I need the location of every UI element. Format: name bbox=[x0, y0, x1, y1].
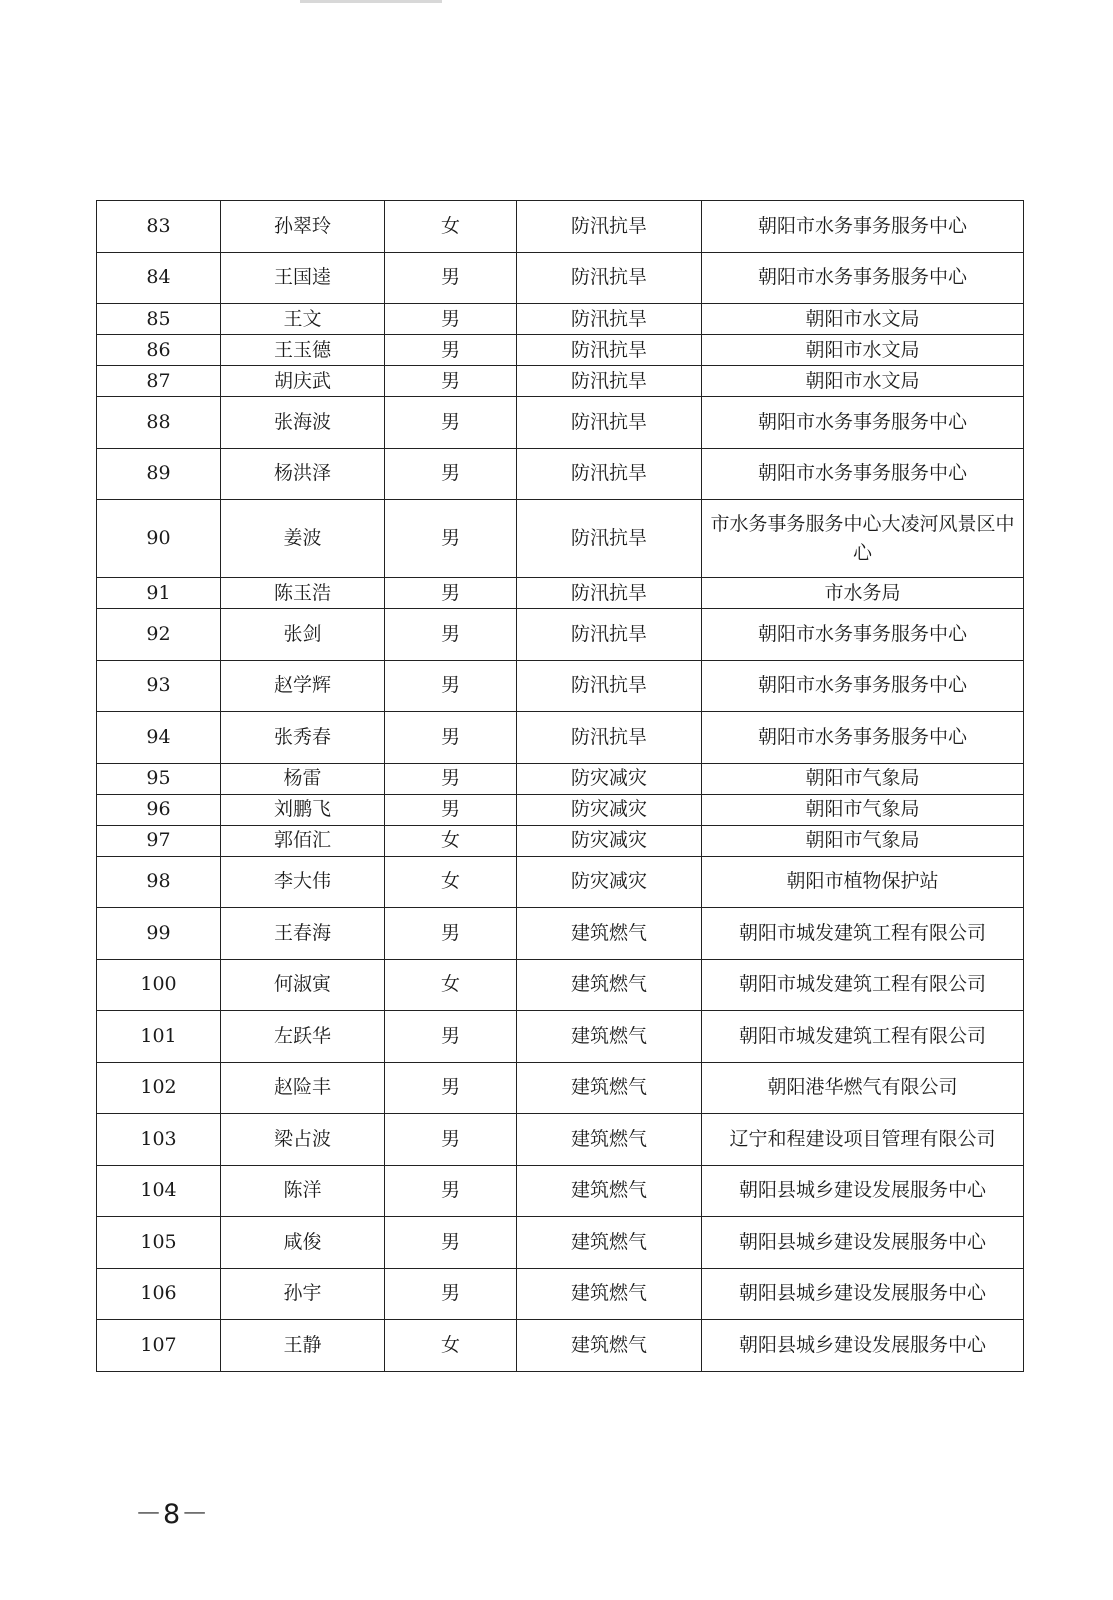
table-row bbox=[97, 1011, 1024, 1063]
cell-name: 咸俊 bbox=[221, 1217, 385, 1269]
table-row bbox=[97, 500, 1024, 578]
cell-field: 防汛抗旱 bbox=[517, 201, 702, 253]
cell-organization: 朝阳市水文局 bbox=[702, 304, 1024, 335]
roster-table bbox=[96, 200, 1024, 1372]
cell-name: 王玉德 bbox=[221, 335, 385, 366]
scan-top-mark bbox=[300, 0, 442, 3]
cell-gender: 男 bbox=[385, 335, 517, 366]
cell-gender: 男 bbox=[385, 1165, 517, 1217]
cell-organization: 市水务事务服务中心大凌河风景区中心 bbox=[702, 500, 1024, 578]
cell-number: 87 bbox=[97, 366, 221, 397]
cell-field: 建筑燃气 bbox=[517, 1011, 702, 1063]
cell-gender: 男 bbox=[385, 1114, 517, 1166]
cell-name: 陈洋 bbox=[221, 1165, 385, 1217]
cell-gender: 男 bbox=[385, 1062, 517, 1114]
cell-name: 刘鹏飞 bbox=[221, 794, 385, 825]
cell-organization: 朝阳市水务事务服务中心 bbox=[702, 448, 1024, 500]
table-row bbox=[97, 908, 1024, 960]
cell-gender: 男 bbox=[385, 500, 517, 578]
table-row bbox=[97, 252, 1024, 304]
cell-name: 王文 bbox=[221, 304, 385, 335]
cell-name: 孙翠玲 bbox=[221, 201, 385, 253]
cell-organization: 朝阳港华燃气有限公司 bbox=[702, 1062, 1024, 1114]
cell-organization: 朝阳市城发建筑工程有限公司 bbox=[702, 908, 1024, 960]
cell-field: 建筑燃气 bbox=[517, 1217, 702, 1269]
table-row bbox=[97, 1114, 1024, 1166]
cell-gender: 女 bbox=[385, 959, 517, 1011]
table-row bbox=[97, 304, 1024, 335]
cell-number: 88 bbox=[97, 397, 221, 449]
page-number: －8－ bbox=[135, 1499, 210, 1530]
cell-organization: 朝阳市城发建筑工程有限公司 bbox=[702, 959, 1024, 1011]
cell-gender: 女 bbox=[385, 201, 517, 253]
cell-field: 防灾减灾 bbox=[517, 856, 702, 908]
cell-gender: 男 bbox=[385, 1011, 517, 1063]
cell-field: 防灾减灾 bbox=[517, 763, 702, 794]
cell-name: 杨雷 bbox=[221, 763, 385, 794]
cell-name: 梁占波 bbox=[221, 1114, 385, 1166]
cell-organization: 朝阳市水务事务服务中心 bbox=[702, 201, 1024, 253]
cell-name: 王春海 bbox=[221, 908, 385, 960]
table-row bbox=[97, 1217, 1024, 1269]
table-row bbox=[97, 763, 1024, 794]
cell-organization: 朝阳市水务事务服务中心 bbox=[702, 660, 1024, 712]
cell-number: 99 bbox=[97, 908, 221, 960]
cell-field: 防汛抗旱 bbox=[517, 335, 702, 366]
table-row bbox=[97, 660, 1024, 712]
cell-number: 85 bbox=[97, 304, 221, 335]
cell-gender: 男 bbox=[385, 712, 517, 764]
cell-field: 建筑燃气 bbox=[517, 908, 702, 960]
cell-name: 何淑寅 bbox=[221, 959, 385, 1011]
cell-number: 91 bbox=[97, 578, 221, 609]
cell-field: 防汛抗旱 bbox=[517, 500, 702, 578]
cell-organization: 朝阳市城发建筑工程有限公司 bbox=[702, 1011, 1024, 1063]
table-row bbox=[97, 609, 1024, 661]
table-row bbox=[97, 794, 1024, 825]
cell-organization: 朝阳市气象局 bbox=[702, 794, 1024, 825]
table-row bbox=[97, 959, 1024, 1011]
cell-organization: 朝阳市植物保护站 bbox=[702, 856, 1024, 908]
cell-number: 107 bbox=[97, 1320, 221, 1372]
cell-number: 102 bbox=[97, 1062, 221, 1114]
cell-organization: 朝阳市气象局 bbox=[702, 825, 1024, 856]
table-row bbox=[97, 201, 1024, 253]
cell-name: 张秀春 bbox=[221, 712, 385, 764]
cell-name: 李大伟 bbox=[221, 856, 385, 908]
cell-gender: 男 bbox=[385, 609, 517, 661]
table-row bbox=[97, 1268, 1024, 1320]
table-row bbox=[97, 335, 1024, 366]
cell-number: 90 bbox=[97, 500, 221, 578]
cell-field: 建筑燃气 bbox=[517, 1165, 702, 1217]
cell-field: 建筑燃气 bbox=[517, 959, 702, 1011]
table-row bbox=[97, 366, 1024, 397]
table-row bbox=[97, 856, 1024, 908]
cell-field: 防汛抗旱 bbox=[517, 712, 702, 764]
cell-name: 赵学辉 bbox=[221, 660, 385, 712]
cell-organization: 朝阳县城乡建设发展服务中心 bbox=[702, 1320, 1024, 1372]
cell-number: 84 bbox=[97, 252, 221, 304]
cell-gender: 男 bbox=[385, 397, 517, 449]
cell-organization: 朝阳市水文局 bbox=[702, 366, 1024, 397]
cell-number: 95 bbox=[97, 763, 221, 794]
cell-name: 王国逵 bbox=[221, 252, 385, 304]
cell-organization: 朝阳县城乡建设发展服务中心 bbox=[702, 1268, 1024, 1320]
cell-number: 96 bbox=[97, 794, 221, 825]
cell-number: 86 bbox=[97, 335, 221, 366]
cell-number: 89 bbox=[97, 448, 221, 500]
cell-name: 王静 bbox=[221, 1320, 385, 1372]
cell-gender: 男 bbox=[385, 660, 517, 712]
cell-number: 83 bbox=[97, 201, 221, 253]
table-row bbox=[97, 825, 1024, 856]
cell-number: 101 bbox=[97, 1011, 221, 1063]
cell-gender: 男 bbox=[385, 908, 517, 960]
cell-gender: 男 bbox=[385, 1217, 517, 1269]
cell-field: 防汛抗旱 bbox=[517, 609, 702, 661]
cell-name: 孙宇 bbox=[221, 1268, 385, 1320]
cell-name: 赵险丰 bbox=[221, 1062, 385, 1114]
roster-table-body bbox=[97, 201, 1024, 1372]
cell-organization: 朝阳县城乡建设发展服务中心 bbox=[702, 1165, 1024, 1217]
cell-field: 防灾减灾 bbox=[517, 825, 702, 856]
cell-field: 防汛抗旱 bbox=[517, 366, 702, 397]
cell-field: 防汛抗旱 bbox=[517, 448, 702, 500]
cell-name: 陈玉浩 bbox=[221, 578, 385, 609]
cell-gender: 男 bbox=[385, 763, 517, 794]
cell-name: 杨洪泽 bbox=[221, 448, 385, 500]
cell-gender: 女 bbox=[385, 856, 517, 908]
table-row bbox=[97, 712, 1024, 764]
cell-number: 98 bbox=[97, 856, 221, 908]
table-row bbox=[97, 1062, 1024, 1114]
table-row bbox=[97, 1165, 1024, 1217]
cell-number: 94 bbox=[97, 712, 221, 764]
table-row bbox=[97, 448, 1024, 500]
cell-name: 左跃华 bbox=[221, 1011, 385, 1063]
cell-number: 103 bbox=[97, 1114, 221, 1166]
cell-organization: 朝阳市水务事务服务中心 bbox=[702, 252, 1024, 304]
cell-field: 建筑燃气 bbox=[517, 1062, 702, 1114]
cell-number: 97 bbox=[97, 825, 221, 856]
cell-organization: 朝阳市水务事务服务中心 bbox=[702, 609, 1024, 661]
cell-field: 防汛抗旱 bbox=[517, 397, 702, 449]
cell-gender: 男 bbox=[385, 578, 517, 609]
cell-gender: 女 bbox=[385, 1320, 517, 1372]
cell-gender: 男 bbox=[385, 794, 517, 825]
cell-gender: 男 bbox=[385, 304, 517, 335]
cell-number: 105 bbox=[97, 1217, 221, 1269]
cell-gender: 男 bbox=[385, 448, 517, 500]
cell-gender: 男 bbox=[385, 1268, 517, 1320]
cell-organization: 朝阳县城乡建设发展服务中心 bbox=[702, 1217, 1024, 1269]
table-row bbox=[97, 1320, 1024, 1372]
cell-field: 防汛抗旱 bbox=[517, 660, 702, 712]
cell-field: 建筑燃气 bbox=[517, 1320, 702, 1372]
cell-number: 93 bbox=[97, 660, 221, 712]
cell-organization: 朝阳市气象局 bbox=[702, 763, 1024, 794]
cell-number: 104 bbox=[97, 1165, 221, 1217]
cell-name: 郭佰汇 bbox=[221, 825, 385, 856]
table-row bbox=[97, 578, 1024, 609]
cell-organization: 辽宁和程建设项目管理有限公司 bbox=[702, 1114, 1024, 1166]
cell-number: 106 bbox=[97, 1268, 221, 1320]
cell-name: 胡庆武 bbox=[221, 366, 385, 397]
cell-name: 张剑 bbox=[221, 609, 385, 661]
cell-organization: 市水务局 bbox=[702, 578, 1024, 609]
cell-field: 防汛抗旱 bbox=[517, 252, 702, 304]
cell-field: 防汛抗旱 bbox=[517, 578, 702, 609]
cell-number: 100 bbox=[97, 959, 221, 1011]
cell-gender: 男 bbox=[385, 252, 517, 304]
cell-field: 防汛抗旱 bbox=[517, 304, 702, 335]
cell-gender: 女 bbox=[385, 825, 517, 856]
cell-organization: 朝阳市水文局 bbox=[702, 335, 1024, 366]
cell-gender: 男 bbox=[385, 366, 517, 397]
cell-number: 92 bbox=[97, 609, 221, 661]
cell-field: 建筑燃气 bbox=[517, 1268, 702, 1320]
cell-name: 姜波 bbox=[221, 500, 385, 578]
cell-organization: 朝阳市水务事务服务中心 bbox=[702, 712, 1024, 764]
cell-field: 防灾减灾 bbox=[517, 794, 702, 825]
cell-field: 建筑燃气 bbox=[517, 1114, 702, 1166]
cell-organization: 朝阳市水务事务服务中心 bbox=[702, 397, 1024, 449]
cell-name: 张海波 bbox=[221, 397, 385, 449]
table-row bbox=[97, 397, 1024, 449]
